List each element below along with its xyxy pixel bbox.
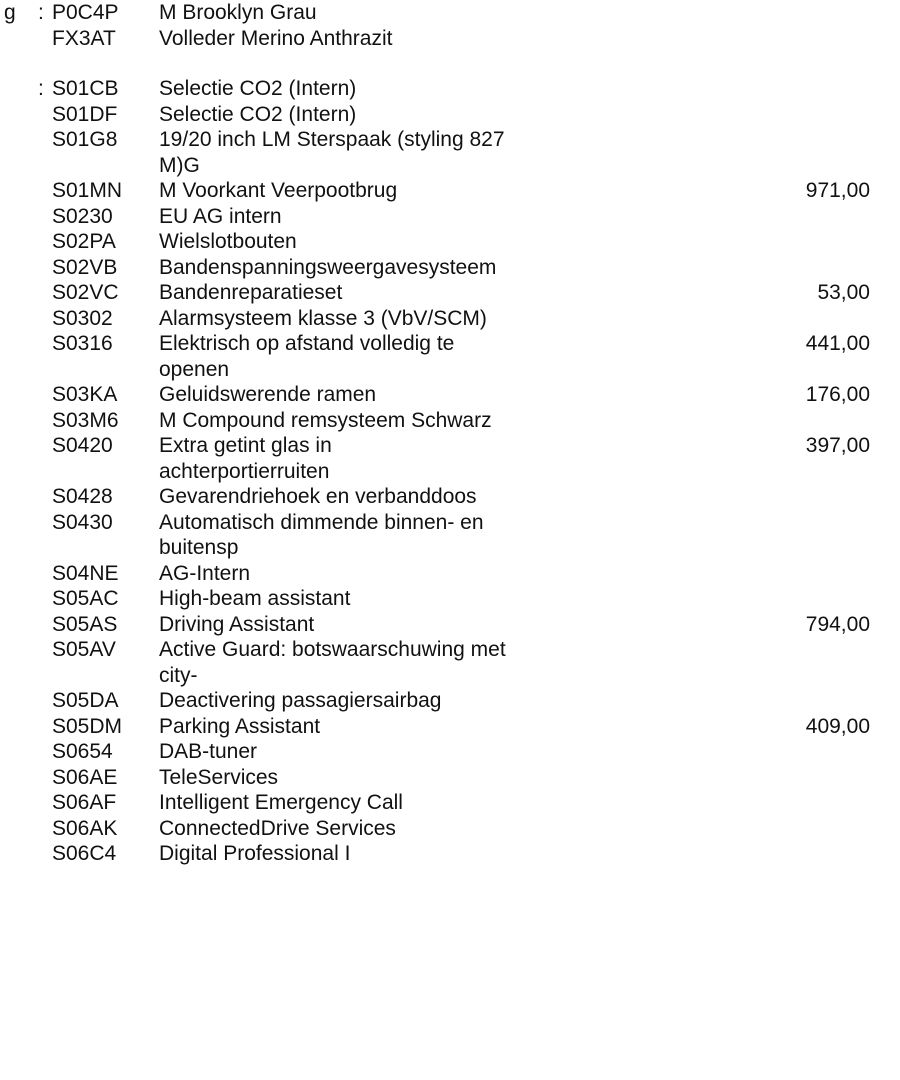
option-description: Bandenreparatieset xyxy=(159,281,343,304)
option-description: Digital Professional I xyxy=(159,842,351,865)
group-colon: : xyxy=(38,77,44,100)
option-description: M)G xyxy=(159,153,200,177)
option-code: S02VC xyxy=(52,281,119,304)
option-description: High-beam assistant xyxy=(159,587,351,610)
option-description: Volleder Merino Anthrazit xyxy=(159,26,393,50)
option-description: Wielslotbouten xyxy=(159,230,297,253)
option-code: P0C4P xyxy=(52,1,119,24)
option-code: S02PA xyxy=(52,230,116,253)
option-description: achterportierruiten xyxy=(159,459,330,483)
group-prefix: g xyxy=(4,1,16,24)
option-description: buitensp xyxy=(159,536,239,559)
option-code: S06AK xyxy=(52,816,118,840)
option-row xyxy=(0,433,900,459)
option-price: 409,00 xyxy=(805,714,870,738)
option-description: AG-Intern xyxy=(159,561,251,585)
option-price: 176,00 xyxy=(805,383,870,406)
option-row-continuation xyxy=(0,663,900,689)
option-description: Alarmsysteem klasse 3 (VbV/SCM) xyxy=(159,306,487,330)
option-price: 441,00 xyxy=(805,332,870,355)
option-row xyxy=(0,255,900,281)
option-description: M Voorkant Veerpootbrug xyxy=(159,179,398,202)
option-description: Active Guard: botswaarschuwing met xyxy=(159,638,506,661)
option-row xyxy=(0,637,900,663)
option-code: S0316 xyxy=(52,332,113,355)
option-row xyxy=(0,714,900,740)
option-price: 53,00 xyxy=(817,281,870,304)
option-description: M Brooklyn Grau xyxy=(159,1,317,24)
option-code: S01MN xyxy=(52,179,123,202)
option-code: S0230 xyxy=(52,204,113,228)
option-description: Geluidswerende ramen xyxy=(159,383,377,406)
option-row xyxy=(0,229,900,255)
option-row xyxy=(0,127,900,153)
option-code: FX3AT xyxy=(52,26,116,50)
option-code: S05AC xyxy=(52,587,119,610)
option-row xyxy=(0,765,900,791)
option-description: Driving Assistant xyxy=(159,612,315,636)
option-description: openen xyxy=(159,357,230,381)
option-code: S0302 xyxy=(52,306,113,330)
option-code: S05AV xyxy=(52,638,116,661)
option-row xyxy=(0,510,900,536)
option-description: Bandenspanningsweergavesysteem xyxy=(159,255,497,279)
option-description: M Compound remsysteem Schwarz xyxy=(159,408,492,432)
option-code: S0654 xyxy=(52,740,113,763)
option-description: DAB-tuner xyxy=(159,740,258,763)
option-code: S04NE xyxy=(52,561,119,585)
option-row xyxy=(0,561,900,587)
option-row xyxy=(0,688,900,714)
option-row xyxy=(0,382,900,408)
option-description: Selectie CO2 (Intern) xyxy=(159,77,357,100)
option-description: EU AG intern xyxy=(159,204,282,228)
option-description: TeleServices xyxy=(159,765,279,789)
option-price: 794,00 xyxy=(805,612,870,636)
option-description: Selectie CO2 (Intern) xyxy=(159,102,357,126)
option-row xyxy=(0,484,900,510)
group-colon: : xyxy=(38,1,44,24)
option-code: S06AE xyxy=(52,765,118,789)
option-row xyxy=(0,0,900,26)
option-code: S05AS xyxy=(52,612,118,636)
option-description: 19/20 inch LM Sterspaak (styling 827 xyxy=(159,128,505,151)
option-price: 971,00 xyxy=(805,179,870,202)
option-row xyxy=(0,790,900,816)
option-code: S01DF xyxy=(52,102,118,126)
option-code: S0428 xyxy=(52,485,113,508)
option-row xyxy=(0,612,900,638)
option-row xyxy=(0,178,900,204)
option-row-continuation xyxy=(0,357,900,383)
option-code: S06C4 xyxy=(52,842,117,865)
option-description: ConnectedDrive Services xyxy=(159,816,396,840)
option-code: S01CB xyxy=(52,77,119,100)
option-code: S0430 xyxy=(52,510,113,534)
option-row xyxy=(0,76,900,102)
option-description: Extra getint glas in xyxy=(159,434,332,457)
option-row-continuation xyxy=(0,535,900,561)
option-row xyxy=(0,408,900,434)
option-code: S05DA xyxy=(52,689,119,712)
option-code: S02VB xyxy=(52,255,118,279)
option-code: S06AF xyxy=(52,791,117,814)
option-row xyxy=(0,102,900,128)
option-description: Parking Assistant xyxy=(159,714,321,738)
option-price: 397,00 xyxy=(805,434,870,457)
option-row-continuation xyxy=(0,153,900,179)
option-row xyxy=(0,26,900,52)
option-row xyxy=(0,586,900,612)
option-description: Automatisch dimmende binnen- en xyxy=(159,510,484,534)
option-code: S0420 xyxy=(52,434,113,457)
option-description: Intelligent Emergency Call xyxy=(159,791,403,814)
option-row xyxy=(0,204,900,230)
option-row xyxy=(0,280,900,306)
option-row xyxy=(0,306,900,332)
option-row xyxy=(0,841,900,867)
option-row xyxy=(0,331,900,357)
option-row xyxy=(0,739,900,765)
option-code: S03M6 xyxy=(52,408,119,432)
option-description: Deactivering passagiersairbag xyxy=(159,689,442,712)
option-description: Gevarendriehoek en verbanddoos xyxy=(159,485,477,508)
option-row-continuation xyxy=(0,459,900,485)
option-code: S03KA xyxy=(52,383,118,406)
option-code: S05DM xyxy=(52,714,123,738)
option-description: city- xyxy=(159,663,198,687)
option-row xyxy=(0,816,900,842)
option-code: S01G8 xyxy=(52,128,118,151)
option-description: Elektrisch op afstand volledig te xyxy=(159,332,455,355)
